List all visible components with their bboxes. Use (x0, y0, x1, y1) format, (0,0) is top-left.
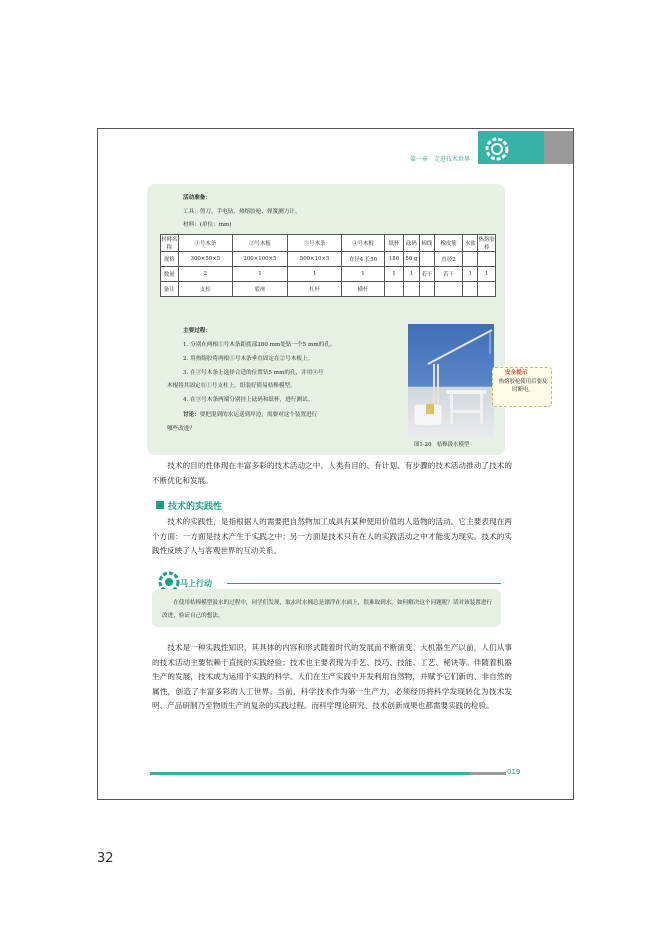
table-cell: 1 (342, 267, 384, 282)
paragraph-practice: 技术的实践性，是指根据人的需要把自然物加工成具有某种使用价值的人造物的活动。它主要表现在两个方面：一方面是技术产生于实践之中；另一方面是技术只有在人的实践活动之中才能变为现实。技术的实践性反映了人与客观世界的互动关系。 (152, 517, 512, 556)
table-cell: 数量 (161, 267, 179, 282)
table-header-row (161, 235, 496, 252)
process-step: 木棍将其固定在①号支柱上，组装好简易桔槔模型。 (167, 383, 296, 389)
process-step: 3. 在③号木条上选择合适的位置钻5 mm的孔，并用④号 (183, 370, 324, 376)
header-gray-bar (544, 131, 573, 164)
table-cell: 杠杆 (287, 282, 342, 297)
discussion-line (183, 411, 317, 419)
table-cell: 底座 (233, 282, 288, 297)
table-cell: 1 (287, 267, 342, 282)
table-cell (478, 282, 496, 297)
table-cell (435, 282, 463, 297)
table-cell (384, 282, 404, 297)
discussion-label: 讨论： (183, 412, 200, 418)
table-cell: 支柱 (178, 282, 233, 297)
table-cell: 水盆 (462, 235, 477, 252)
paragraph-knowledge: 技术是一种实践性知识，其具体的内容和形式随着时代的发展而不断演变。大机器生产以前，人们从事的技术活动主要依赖于直接的实践经验；技术也主要表现为手艺、技巧、技能、工艺、秘诀等。伴随着机器生产的发展，技术成为运用于实践的科学。人们在生产实践中开发利用自然物，并赋予它们新的、非自然的属性，创造了丰富多彩的人工世界。当前，科学技术作为第一生产力，必须经历将科学发现转化为技术发明、产品研制乃至物质生产的复杂的实践过程。而科学理论研究、技术创新成果也都需要实践的检验。 (152, 643, 512, 711)
table-cell: 500×10×5 (287, 252, 342, 267)
paragraph-purpose: 技术的目的性体现在丰富多彩的技术活动之中。人类有目的、有计划、有步骤的技术活动推动了技术的不断优化和发展。 (152, 461, 512, 485)
safety-body: 热熔胶枪使用后要及时断电。 (498, 379, 548, 393)
well-sweep-model-image (408, 324, 494, 437)
table-cell: 纸杯 (384, 235, 404, 252)
table-cell: 热熔胶棒 (478, 235, 496, 252)
table-cell (478, 252, 496, 267)
process-step: 2. 用热熔胶将两根①号木条垂直固定在②号木板上。 (183, 356, 314, 362)
action-title: 马上行动 (180, 579, 212, 588)
safety-title: 安全提示 (505, 370, 528, 376)
table-cell: 1 (462, 267, 477, 282)
table-cell (419, 282, 434, 297)
chapter-title: 第一章 走进技术世界 (410, 156, 471, 163)
discussion-text: 要把混到的水运送到岸边，需要对这个装置进行 (199, 412, 318, 418)
table-cell: ①号木条 (178, 235, 233, 252)
process-step: 1. 分别在两根①号木条距底部280 mm处钻一个5 mm的孔。 (183, 342, 336, 348)
action-body: 在使用桔槔模型汲水的过程中，同学们发现，取水时水桶总是漂浮在水面上，很难取到水。如何解决这个问题呢？请对该装置进行改进，验证自己的想法。 (162, 600, 493, 619)
table-cell: 若干 (419, 267, 434, 282)
table-cell: 1 (404, 267, 419, 282)
book-page-number: 019 (507, 768, 521, 776)
process-title: 主要过程： (183, 328, 211, 334)
table-cell: 规格 (161, 252, 179, 267)
table-row (161, 252, 496, 267)
table-cell: 50 g (404, 252, 419, 267)
table-cell: 备注 (161, 282, 179, 297)
materials-text: 材料：(单位：mm) (183, 222, 232, 228)
table-cell: ③号木条 (287, 235, 342, 252)
discussion-line-2: 哪些改进？ (167, 426, 195, 432)
table-cell (404, 282, 419, 297)
footer-gray-bar (470, 772, 506, 775)
section-title: 技术的实践性 (168, 502, 223, 512)
table-cell: ②号木板 (233, 235, 288, 252)
table-cell: 直径2 (435, 252, 463, 267)
action-divider (227, 583, 501, 584)
table-cell: 横杆 (342, 282, 384, 297)
page-number: 32 (97, 851, 114, 866)
figure-caption: 图1-20 桔槔汲水模型 (414, 442, 470, 448)
table-row (161, 267, 496, 282)
table-cell: 材料名称 (161, 235, 179, 252)
section-marker (156, 501, 164, 509)
table-cell: 橡皮筋 (435, 235, 463, 252)
table-cell: 1 (384, 267, 404, 282)
activity-prep-title: 活动准备： (183, 195, 211, 201)
materials-table (160, 234, 496, 297)
table-cell: 1 (478, 267, 496, 282)
process-step: 4. 在③号木条两端分别挂上砝码和纸杯，进行测试。 (183, 397, 314, 403)
table-cell: 180 (384, 252, 404, 267)
table-cell (462, 282, 477, 297)
table-cell: 200×100×5 (233, 252, 288, 267)
table-cell: ④号木棍 (342, 235, 384, 252)
table-cell: 直径4 长50 (342, 252, 384, 267)
table-cell: 棉线 (419, 235, 434, 252)
footer-line (150, 772, 498, 775)
table-cell: 若干 (435, 267, 463, 282)
table-cell (462, 252, 477, 267)
table-cell: 砝码 (404, 235, 419, 252)
model-photo (408, 324, 494, 437)
table-cell (419, 252, 434, 267)
table-cell: 300×50×5 (178, 252, 233, 267)
table-row (161, 282, 496, 297)
table-cell: 1 (233, 267, 288, 282)
tools-text: 工具：剪刀、手电钻、热熔胶枪、弹簧测力计。 (183, 209, 301, 215)
table-cell: 2 (178, 267, 233, 282)
gear-icon (484, 136, 510, 162)
